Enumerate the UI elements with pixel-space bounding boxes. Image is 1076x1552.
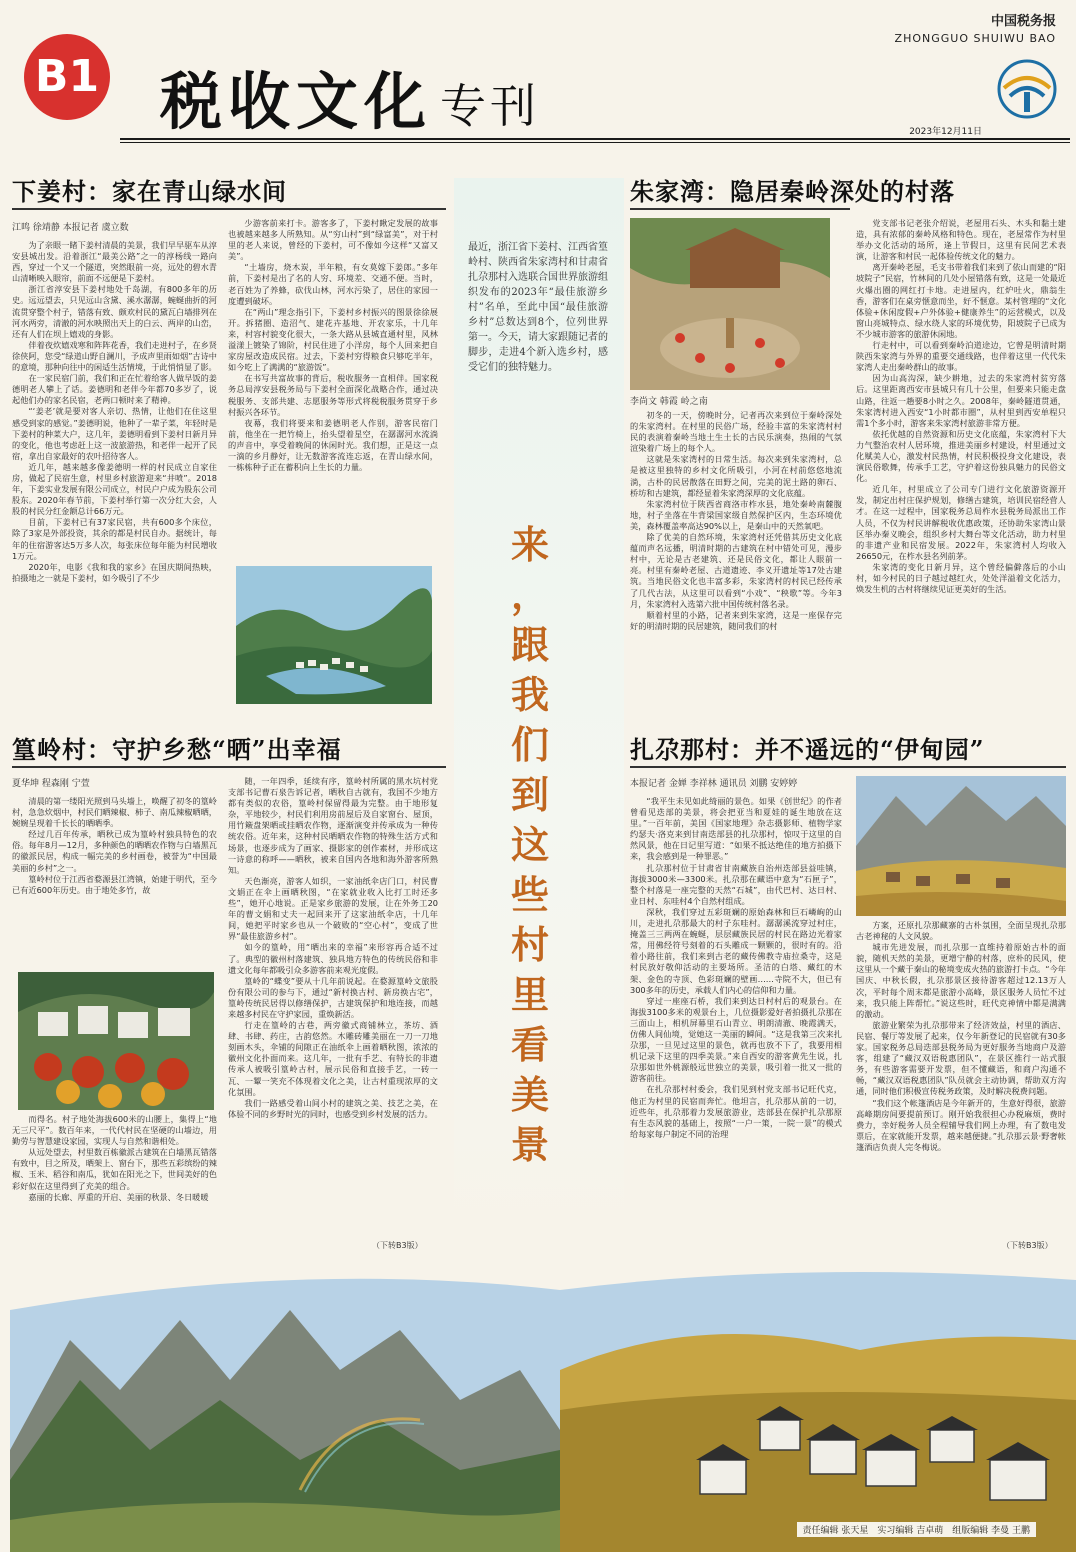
byline-zhujiawan: 李尚文 韩霞 岭之南 [630,397,708,407]
paragraph: 天色渐亮，游客人如织，一家油纸伞店门口，村民曹文娟正在伞上画晒秋图，“在家就业收入比打工时还多些”，她开心地说。正是家乡旅游的发展，让在外务工20年的曹文娟和丈夫一起回来开了这家油纸伞店，十几年间，她把平时家乡也从一个破败的“空心村”，变成了世界“最佳旅游乡村”。 [228,875,438,942]
paragraph: 行走村中，可以看到秦岭泊道途边，它曾是明清时期陕西朱家湾与外界的重要交通线路，也伴着这里一代代朱家湾人走出秦岭群山的故事。 [856,340,1066,373]
paragraph: 在书写共富故事的背后，税收服务一直相伴。国家税务总局淳安县税务局与下姜村全面深化战略合作，通过决税服务、支部共建、志愿服务等形式将税税服务贯穿于乡村振兴各环节。 [228,373,438,417]
section-title: 税收文化 [160,65,433,138]
header-rule [120,138,1070,140]
byline-huangling: 夏华坤 程森刚 宁萱 [12,779,90,789]
paragraph: 清晨的第一缕阳光照到马头墙上，唤醒了初冬的篁岭村，急急炊烟中，村民们晒辣椒、柿子、南瓜辣椒晒晒，婉婉呈现着千长长的晒晒季。 [12,796,217,829]
paragraph: 在“两山”理念指引下，下姜村乡村振兴的图景徐徐展开。拆猪圈、造沼气、建花卉基地、开农家乐，十几年来，村容村貌变化很大，一条大路从县城直通村里，风林溢漾上镀染了锦阶，村民住进了小洋房，每个人回来把自家房屋改造成民宿。过去，下姜村穷得粮食只够吃半年，如今吃上了满满的“旅游饭”。 [228,306,438,373]
paragraph: 党支部书记老张介绍说，老屋用石头、木头和黏土建造，具有浓郁的秦岭风格和特色。现在，老屋常作为村里举办文化活动的场所，逢上节假日，这里有民间艺术表演，让游客和村民一起体验传统文化的魅力。 [856,218,1066,262]
editor-credits: 责任编辑 张天星 实习编辑 吉卓萌 组版编辑 李曼 王鹏 [797,1522,1036,1537]
continued-note: （下转B3版） [1002,1241,1053,1250]
slogan-char: ， [510,572,549,617]
paragraph: 近几年，越来越多像姜德明一样的村民成立自家住房，做起了民宿生意，村里乡村旅游迎来“井喷”。2018年，下姜实业发展有限公司成立，村民户户成为股东公司股东。2020年春节前，下姜村举行第一次分红大会，人股的村民分红金额总计66万元。 [12,461,217,517]
paragraph: 经过几百年传承，晒秋已成为篁岭村独具特色的农俗。每年8月—12月，多种颜色的晒晒农作物与白墙黑瓦的徽派民居，构成一幅完美的乡村画卷，被誉为“中国最美丽的乡村”之一。 [12,829,217,873]
vertical-slogan [500,520,560,1170]
paragraph: 深秋，我们穿过五彩斑斓的原始森林和巨石嶙峋的山川，走进扎尕那最大的村子东哇村。潺潺溪流穿过村庄，掩盖三三两两在蜿蜒，层层藏族民居的村民在路边光着家常，用佛经符号刻着的石头雕成一颗颗的，很时有的。沿着小路往前，我们来到古老的藏传佛教寺庙拉桑寺，这是村民放好敬仰活动的主要场所。圣洁的白塔、藏红的木架、金色的寺顶、色彩斑斓的壁画……寺院不大，但已有300多年的历史，承载人们内心的信仰和力量。 [630,906,842,995]
byline-zhagana: 本报记者 金婵 李祥林 通讯员 刘鹏 安婷婷 [630,779,798,789]
article-column [856,920,1066,1240]
paragraph: 而得名。村子地处海拔600米的山腰上，集得上“地无三尺平”。数百年来，一代代村民在坚硬的山墙边，用勤劳与智慧建设家园，实现人与自然和谐相处。 [12,1114,217,1147]
article-title-zhagana: 扎尕那村：并不遥远的“伊甸园” [630,735,985,764]
paragraph: 方案，还原扎尕那藏寨的古朴氛围，全面呈现扎尕那古老神秘的人文风貌。 [856,920,1066,942]
masthead-english: ZHONGGUO SHUIWU BAO [894,32,1056,45]
article-title-zhujiawan: 朱家湾：隐居秦岭深处的村落 [630,177,955,206]
article-title-huangling: 篁岭村：守护乡愁“晒”出幸福 [12,735,342,764]
paragraph: 扎尕那村位于甘肃省甘南藏族自治州迭部县益哇镇，海拔3000米—3300米。扎尕那在藏语中意为“石匣子”，整个村落是一座完整的天然“石城”，由代巴村、达日村、业日村、东哇村4个自然村组成。 [630,862,842,906]
paragraph: 少游客前来打卡。游客多了，下姜村瞅定发展的故事也被越来越多人所熟知。从“穷山村”到“绿富美”，对于村里的老人来说，曾经的下姜村，可不像如今这样“又富又美”。 [228,218,438,262]
paragraph: 除了优美的自然环境，朱家湾村还凭借其历史文化底蕴而声名远播，明清时期的古建筑在村中错处可见，漫步村中，无论是古老建筑、还是民俗文化，都让人眼前一亮。村里有秦岭老屋、古道遗迹、李义开遗址等17处古建筑。当地民俗文化也丰富多彩，朱家湾村的村民已经传承了几代古法，从这里可以看到“小戏”、“秧歌”等。今年3月，朱家湾村入选第六批中国传统村落名录。 [630,532,842,609]
paragraph: 浙江省淳安县下姜村地处千岛湖，有800多年的历史。远远望去，只见远山含黛、溪水潺潺，蜿蜒曲折的河流贯穿整个村子，错落有致、颇欢村民的黛瓦白墙排列在河水两旁，清澈的河水映照出天上的白云、两岸的山峦，还有人们在坝上嬉戏的身影。 [12,284,217,339]
article-column [12,240,217,702]
article-rule [630,766,1066,768]
article-column [630,796,842,1238]
paragraph: “我平生未见如此绮丽的景色。如果《创世纪》的作者曾看见迭部的美景，将会把亚当和夏娃的诞生地放在这里。”一百年前，美国《国家地理》杂志摄影师、植物学家约瑟夫·洛克来到甘南迭部县的扎尕那村，惊叹于这里的自然风景，他在日记里写道：“如果不抵达绝佳的地方拍摄下来，我会感到是一种罪恶。” [630,796,842,862]
article-column [12,796,217,966]
paragraph: 旅游业繁荣为扎尕那带来了经济效益，村里的酒店、民宿、餐厅等发展了起来，仅今年新登记的民宿就有30多家。国家税务总局迭部县税务局为更好服务当地商户及游客，组建了“藏汉双语税惠团队”，在景区推行一站式服务，有些游客需要开发票，但不懂藏语，和商户沟通不畅，“藏汉双语税惠团队”队员就会主动协调，帮助双方沟通，同时他们积极宣传税务政策，及时解决税费问题。 [856,1019,1066,1097]
paragraph: “我们这个帐篷酒店是今年新开的，生意好得很，旅游高峰期房间要提前预订。刚开始我很担心办税麻烦，费时费力，幸好税务人员全程辅导我们网上办理，有了数电发票后，在家就能开发票，越来越便捷。”扎尕那云景·野奢帐篷酒店负责人完冬梅说。 [856,1097,1066,1152]
paragraph: 目前，下姜村已有37家民宿，共有600多个床位，除了3家是外部投资，其余的都是村民自办。据统计，每年的住宿游客达5万多人次，每张床位每年能为村民增收1万元。 [12,517,217,561]
photo-zhujiawan-square [630,218,830,390]
slogan-char: 些 [510,872,549,917]
slogan-char: 到 [510,772,549,817]
paragraph: 顺着村里的小路，记者来到朱家湾，这是一座保存完好的明清时期的民居建筑，随同我们的村 [630,609,842,631]
paragraph: 随，一年四季，延续有序，篁岭村所属的黑水坑村党支部书记曹石泉告诉记者，晒秋自古就有，我国不少地方都有类似的农俗，篁岭村保留得最为完整。由于地形复杂，平地较少，村民们利用房前屋后及自家窗台、屋顶，用竹簸盘架晒或挂晒农作物，逐渐演变并传承成为一种传统农俗。近年来，这种村民晒晒农作物的特殊生活方式和场景，也逐步成为了画家、摄影家的创作素材，并形成这一诗意的称呼——晒秋，被来自国内各地和海外游客所熟知。 [228,776,438,875]
section-subtitle: 专刊 [440,79,540,133]
paragraph: 夜幕，我们将要来和姜德明老人作别，游客民宿门前，他坐在一把竹椅上，抬头望着星空，在潺潺河水流淌的声音中，享受着晚间的休闲时光。我们想，正是这一点一滴的乡月静好，让无数游客流连忘返，在青山绿水间，一栋栋种子正在蓄积向上生长的力量。 [228,417,438,473]
paragraph: 从远处望去，村里数百栋徽派古建筑在白墙黑瓦错落有致中，目之所及，晒架上、窗台下，那些五彩缤纷的辣椒、玉米、稻谷和南瓜，犹如在阳光之下，世间美好的色彩好似在这里得到了充美的组合。 [12,1147,217,1191]
article-column [630,410,842,702]
slogan-char: 们 [510,722,549,767]
paragraph: 初冬的一天，傍晚时分，记者再次来到位于秦岭深处的朱家湾村。在村里的民俗广场，经验丰富的朱家湾村村民的表演着秦岭当地土生土长的古民乐演奏，热闹的气氛渲染着广场上的每个人。 [630,410,842,454]
photo-zhagana-village [856,776,1066,916]
paragraph: 近几年，村里成立了公司专门进行文化旅游资源开发，制定出村庄保护规划，修缮古建筑，培训民宿经营人才。在这一过程中，国家税务总局柞水县税务局派出工作人员，不仅为村民讲解税收优惠政策，还协助朱家湾山景区举办秦义晚会，组织乡村大舞台等文化活动，助力村里的非遗产业和民宿发展。2022年，朱家湾村人均收入26650元，在柞水县名列前茅。 [856,484,1066,561]
slogan-char: 美 [510,1072,549,1117]
paragraph: 伴着夜炊嬉戏寒和阵阵花香，我们走进村子，在乡贤徐侠阿，您受“绿道山野自澜川，予成声里雨如烟”古诗中的意境，那种向往中的闲适生活情境，于此悄悄显了影。 [12,339,217,373]
paragraph: “土墙房，烧木炭，半年粮，有女莫嫁下姜郎。”多年前，下姜村是出了名的人穷、环境差、交通不便。当时，老百姓为了养蜂，砍伐山林，河水污染了，居住的家园一度遭到破坏。 [228,262,438,306]
paragraph: 2020年，电影《我和我的家乡》在国庆期间热映，拍摄地之一就是下姜村，如今吸引了不少 [12,561,217,583]
paragraph: “‘姜老’就是要对客人亲切、热情，让他们在住这里感受到家的感觉。”姜德明说，他种了一辈子菜，年轻时是下姜村的种菜大户，这几年，姜德明看到下姜村日新月异的变化，他也考虑赶上这一波旅游热，和老伴一起开了民宿，拿出自家最好的农叶招待客人。 [12,406,217,461]
paragraph: 依托优越的自然资源和历史文化底蕴，朱家湾村下大力气整治农村人居环境，推进美丽乡村建设，村里通过文化赋美人心，激发村民热情，村民积极投身文化建设，表演民俗歌舞，传承手工艺，守护着这份独具魅力的民俗文化。 [856,428,1066,484]
page-number-badge: B1 [24,34,110,120]
paragraph: 篁岭的“蝶变”要从十几年前说起。在婺源篁岭文旅股份有限公司的参与下，通过“新村换古村、新房换古宅”，篁岭传统民居得以修缮保护，古建筑保护和地连接，而越来越多村民在守护家园，重焕新活。 [228,975,438,1019]
paragraph: 这就是朱家湾村的日常生活。每次来到朱家湾村，总是被这里独特的乡村文化所吸引，小河在村前悠悠地流淌，古朴的民居散落在田野之间，完美的泥土路的卵石、桥坊和古建筑，都经显着朱家湾深厚的文化底蕴。 [630,454,842,498]
paragraph: 如今的篁岭，用“晒出来的幸福”来形容再合适不过了。典型的徽州村落建筑、独具地方特色的传统民俗和非遗文化每年都吸引众多游客前来观光度假。 [228,942,438,975]
article-title-xiajiang: 下姜村：家在青山绿水间 [12,177,287,206]
paragraph: 嘉丽的长廊、厚重的开启、美丽的秋景、冬日暖暖 [28,1191,209,1202]
continued-note: （下转B3版） [372,1241,423,1250]
article-rule [12,766,446,768]
article-rule [630,208,850,210]
paragraph: 城市先进发展，而扎尕那一直维持着原始古朴的面貌，随机天然的美景，更增宁静的村落，庶朴的民风，使这里从一个藏于秦山的秘境变成火热的旅游打卡点。“今年国庆、中秋长假，扎尕那景区接待游客超过12.13万人次，平时每个周末都是旅游小高峰，景区服务人员忙不过来，我只能上阵帮忙。”说这些时，旺代克神情中都是满满的激动。 [856,942,1066,1019]
issue-date: 2023年12月11日 [909,127,982,137]
paragraph: 我们一路感受着山间小村的建筑之美、技艺之美，在体验不同的乡野时光的同时，也感受到乡村发展的活力。 [228,1097,438,1119]
paragraph: 行走在篁岭的古巷，两旁徽式商铺林立，茶坊、酒肆、书肆、药庄，古韵悠然。木雕砖雕美丽在一刀一刀地刻画木头，伞铺的间隙正在油纸伞上画着晒秋图，浓浓的徽州文化扑面而来。这几年，一批有手艺、有特长的非遗传承人被吸引篁岭古村，展示民俗和直接手艺，一砖一瓦、一颦一笑充不体现着文化之美，让古村重现浓厚的文化氛围。 [228,1020,438,1097]
slogan-char: 看 [510,1022,549,1067]
paragraph: 在一家民宿门前，我们和正在忙着给客人做早饭的姜德明老人攀上了话。姜德明和老伴今年都70多岁了，说起他们办的家名民宿，老两口顿时来了精神。 [12,373,217,406]
slogan-char: 里 [510,972,549,1017]
paragraph: 因为山高沟深，缺少耕地，过去的朱家湾村贫穷落后。这里距离西安市县城只有几十公里，但要来只能走盘山路，往返一趟要8小时之久。2008年，秦岭隧道贯通，朱家湾村进入西安“1小时都市圈”，从村里到西安单程只需1个多小时，游客来朱家湾村旅游非常方便。 [856,373,1066,428]
article-rule [12,208,446,210]
masthead-chinese: 中国税务报 [990,14,1056,29]
paragraph: 穿过一座座石桥，我们来到达日村村后的观景台。在海拔3100多米的观景台上，几位摄影爱好者拍摄扎尕那在三面山上，相机屏幕里石山青立、明朗清澈、晚霞满天，仿佛人间仙境，觉她这一美丽的瞬间。“这是我第三次来扎尕那，一旦见过这里的景色，就再也放不下了，我要用相机记录下这里的四季美景。”来自西安的游客黄先生说，扎尕那如世外桃源般远世独立的美景，吸引着一批又一批的游客前往。 [630,995,842,1084]
article-column [228,776,438,1238]
paragraph: 朱家湾村位于陕西省商洛市柞水县，地处秦岭南麓腹地，村子坐落在牛背梁国家级自然保护区内，生态环境优美，森林覆盖率高达90%以上，是秦山中的天然氧吧。 [630,498,842,531]
paragraph: 为了亲眼一睹下姜村清晨的美景，我们早早驱车从淳安县城出发。沿着浙江“最美公路”之一的淳杨线一路向西，穿过一个又一个隧道，突然眼前一亮，远处的碧水青山清晰映入眼帘，前面不远便是下姜村。 [12,240,217,284]
paragraph: 朱家湾的变化日新月异，这个曾经偏僻落后的小山村，如今村民的日子越过越红火，处处洋溢着文化活力，焕发生机的古村将继续见证更美好的生活。 [856,561,1066,595]
tax-logo-icon [996,58,1058,120]
slogan-char: 来 [510,522,549,567]
paragraph: 篁岭村位于江西省婺源县江湾镇，始建于明代，至今已有近600年历史。由于地处多竹，故 [12,873,217,895]
slogan-char: 跟 [510,622,549,667]
slogan-char: 这 [510,822,549,867]
slogan-char: 景 [510,1122,549,1167]
header-rule-thin [120,142,1070,143]
slogan-char: 我 [510,672,549,717]
article-column [856,218,1066,702]
paragraph: 离开秦岭老屋，毛支书带着我们来到了依山而建的“阳坡院子”民宿，竹林间的几处小屋错落有致，这是一处最近火爆出圈的网红打卡地。走进屋内，红炉吐火，鼎翁生香，游客们在桌旁惬意而坐，好不惬意。某村管理的“文化体验+休闲度假+户外体验+健康养生”的运营模式，以及窗山亮城特点、绿水绕人家的环境优势，阳坡院子已成为不少城市游客的旅游休闲地。 [856,262,1066,339]
article-column [228,218,438,558]
intro-text: 最近，浙江省下姜村、江西省篁岭村、陕西省朱家湾村和甘肃省扎尕那村入选联合国世界旅游组织发布的2023年“最佳旅游乡村”名单，至此中国“最佳旅游乡村”总数达到8个，位列世界第一。今天，请大家跟随记者的脚步，走进4个新入选乡村，感受它们的独特魅力。 [468,242,608,373]
photo-panorama-landscape [0,1250,1076,1552]
byline-xiajiang: 江鸣 徐靖静 本报记者 虞立数 [12,223,129,233]
paragraph: 在扎尕那村村委会，我们见到村党支部书记旺代克，他正为村里的民宿而奔忙。他坦言，扎尕那从前的一切，近些年，扎尕那着力发展旅游业，迭部县在保护扎尕那原有生态风貌的基础上，按照“一户一策，一院一景”的模式给每家每户制定不同的治理 [630,1084,842,1139]
article-column [12,1114,217,1250]
photo-huangling-sunning [18,972,214,1110]
photo-xiajiang-village [236,566,432,704]
slogan-char: 村 [510,922,549,967]
